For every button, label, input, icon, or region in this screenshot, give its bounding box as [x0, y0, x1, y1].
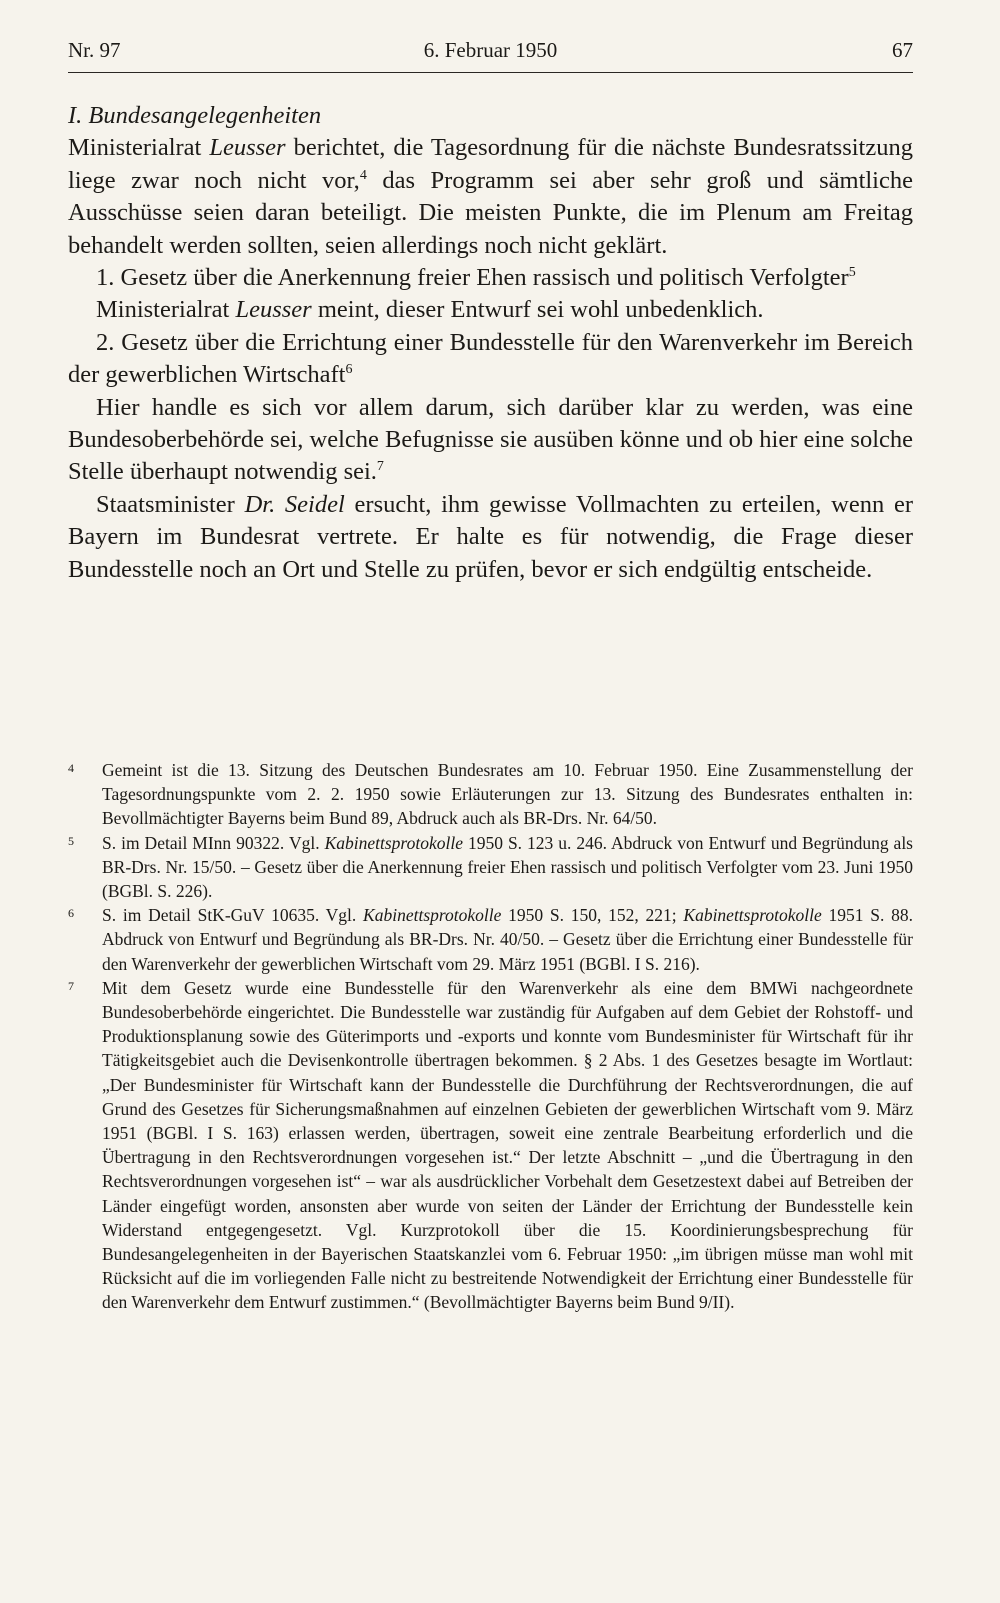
- footnote-ref[interactable]: 7: [376, 459, 384, 475]
- footnote-number: 6: [68, 906, 74, 921]
- main-text: [68, 100, 913, 586]
- text-run: Ministerialrat: [96, 296, 236, 324]
- text-run: 2. Gesetz über die Errichtung einer Bundesstelle für den Warenverkehr im Bereich der gewerblichen Wirtschaft: [68, 328, 913, 389]
- header-date: 6. Februar 1950: [423, 38, 558, 62]
- footnote-text: S. im Detail StK-GuV 10635. Vgl.: [102, 905, 364, 926]
- citation-title: Kabinettsprotokolle: [363, 905, 502, 926]
- text-run: Staatsminister: [96, 490, 245, 518]
- text-run: 1. Gesetz über die Anerkennung freier Ehen rassisch und politisch Verfolgter: [96, 264, 849, 292]
- page-number: 67: [892, 38, 913, 62]
- text-run: ersucht, ihm gewisse Vollmachten zu erteilen, wenn er Bayern im Bundesrat vertrete. Er halte es für notwendig, die Frage dieser Bundesstelle noch an Ort und Stelle zu prüfen, bevor er sich endgültig entscheide.: [68, 490, 913, 583]
- person-name: Leusser: [235, 296, 312, 324]
- footnote-text: S. im Detail MInn 90322. Vgl.: [102, 832, 325, 853]
- text-run: Ministerialrat: [68, 134, 210, 162]
- person-name: Dr. Seidel: [244, 490, 345, 518]
- footnote-ref[interactable]: 6: [345, 362, 353, 378]
- section-heading: I. Bundesangelegenheiten: [68, 102, 322, 129]
- footnote-text: 1950 S. 123 u. 246. Abdruck von Entwurf und Begründung als BR-Drs. Nr. 15/50. – Gesetz über die Anerkennung freier Ehen rassisch und politisch Verfolgter vom 23. Juni 1950 (BGBl. S. 226).: [102, 832, 913, 902]
- document-number: Nr. 97: [68, 38, 121, 62]
- footnote-6: [68, 903, 913, 976]
- header-rule: [68, 72, 913, 73]
- paragraph-4: [68, 489, 913, 586]
- footnote-text: Mit dem Gesetz wurde eine Bundesstelle für den Warenverkehr als eine dem BMWi nachgeordnete Bundesoberbehörde eingerichtet. Die Bundesstelle war zuständig für Aufgaben auf dem Gebiet der Rohstoff- und Produktionsplanung sowie des Güterimports und -exports und konnte vom Bundesminister für Wirtschaft für ihr Tätigkeitsgebiet auch die Devisenkontrolle übertragen bekommen. § 2 Abs. 1 des Gesetzes besagte im Wortlaut: „Der Bundesminister für Wirtschaft kann der Bundesstelle die Durchführung der Rechtsverordnungen, die auf Grund des Gesetzes für Sicherungsmaßnahmen auf einzelnen Gebieten der gewerblichen Wirtschaft vom 9. März 1951 (BGBl. I S. 163) erlassen werden, übertragen, soweit eine zentrale Bearbeitung erforderlich und die Übertragung in den Rechtsverordnungen vorgesehen ist.“ Der letzte Abschnitt – „und die Übertragung in den Rechtsverordnungen vorgesehen ist“ – war als ausdrücklicher Vorbehalt dem Gesetzestext dabei auf Betreiben der Länder eingefügt worden, ansonsten aber wurde von seiten der Länder der Errichtung der Bundesstelle kein Widerstand entgegengesetzt. Vgl. Kurzprotokoll über die 15. Koordinierungsbesprechung für Bundesangelegenheiten in der Bayerischen Staatskanzlei vom 6. Februar 1950: „im übrigen müsse man wohl mit Rücksicht auf die im vorliegenden Falle nicht zu bestreitende Notwendigkeit der Errichtung einer Bundesstelle für den Warenverkehr dem Entwurf zustimmen.“ (Bevollmächtigter Bayerns beim Bund 9/II).: [102, 977, 913, 1313]
- text-run: das Programm sei aber sehr groß und sämtliche Ausschüsse seien daran beteiligt. Die meisten Punkte, die im Plenum am Freitag behandelt werden sollten, seien allerdings noch nicht geklärt.: [68, 166, 913, 259]
- agenda-item-1: [68, 262, 913, 294]
- footnote-number: 5: [68, 833, 74, 848]
- footnote-text: 1951 S. 88. Abdruck von Entwurf und Begründung als BR-Drs. Nr. 40/50. – Gesetz über die Errichtung einer Bundesstelle für den Warenverkehr der gewerblichen Wirtschaft vom 29. März 1951 (BGBl. I S. 216).: [102, 905, 913, 974]
- page-header: [68, 38, 913, 70]
- footnote-text: Gemeint ist die 13. Sitzung des Deutschen Bundesrates am 10. Februar 1950. Eine Zusammenstellung der Tagesordnungspunkte vom 2. 2. 1950 sowie Erläuterungen zur 13. Sitzung des Bundesrates enthalten in: Bevollmächtigter Bayerns beim Bund 89, Abdruck auch als BR-Drs. Nr. 64/50.: [102, 760, 913, 829]
- citation-title: Kabinettsprotokolle: [683, 905, 822, 926]
- footnote-number: 4: [68, 761, 74, 775]
- citation-title: Kabinettsprotokolle: [324, 832, 463, 853]
- text-run: Hier handle es sich vor allem darum, sich darüber klar zu werden, was eine Bundesoberbehörde sei, welche Befugnisse sie ausüben könne und ob hier eine solche Stelle überhaupt notwendig sei.: [68, 393, 914, 486]
- footnote-5: [68, 831, 913, 904]
- person-name: Leusser: [209, 134, 286, 162]
- footnotes: [68, 758, 913, 1315]
- agenda-item-2: [68, 327, 913, 392]
- paragraph-3: [68, 392, 913, 489]
- footnote-4: [68, 758, 913, 831]
- footnote-ref[interactable]: 5: [848, 264, 856, 280]
- paragraph-2: [68, 294, 913, 326]
- text-run: meint, dieser Entwurf sei wohl unbedenklich.: [311, 296, 764, 324]
- footnote-number: 7: [68, 978, 74, 993]
- paragraph-1: [68, 132, 913, 262]
- text-run: berichtet, die Tagesordnung für die nächste Bundesratssitzung liege zwar noch nicht vor,: [68, 134, 913, 194]
- footnote-text: 1950 S. 150, 152, 221;: [501, 905, 684, 926]
- footnote-ref[interactable]: 4: [359, 167, 367, 183]
- footnote-7: [68, 976, 913, 1315]
